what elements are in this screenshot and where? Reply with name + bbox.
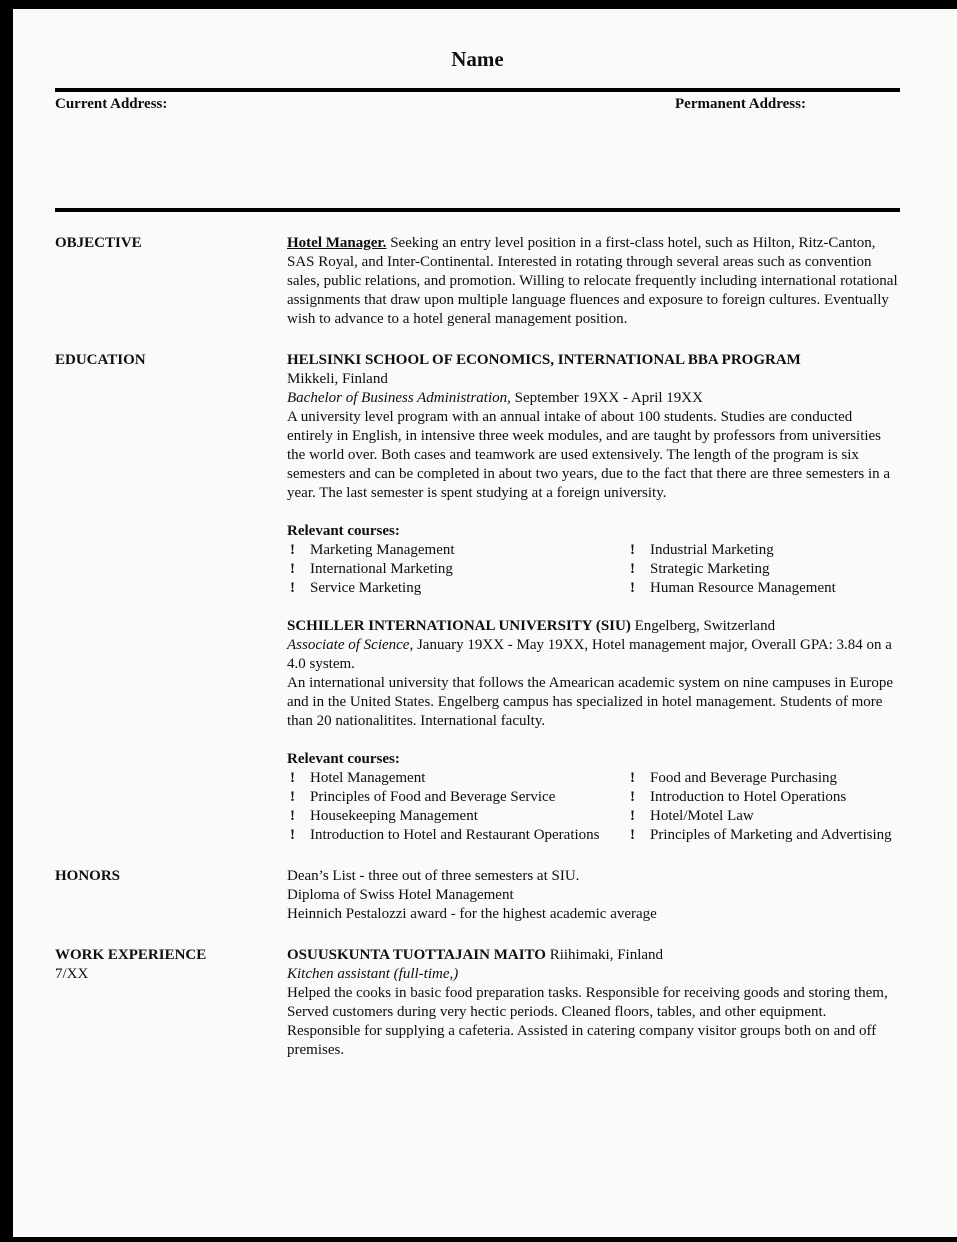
section-objective [55, 234, 900, 329]
page-title: Name [451, 47, 504, 71]
course-label: Principles of Marketing and Advertising [650, 827, 892, 843]
course-bullet: ! [290, 808, 295, 824]
honors-item: Diploma of Swiss Hotel Management [287, 887, 514, 903]
course-label: Marketing Management [310, 542, 455, 558]
course-item [287, 541, 627, 560]
honors-item: Heinnich Pestalozzi award - for the highest academic average [287, 906, 657, 922]
course-label: Service Marketing [310, 580, 422, 596]
course-label: Human Resource Management [650, 580, 836, 596]
course-bullet: ! [630, 542, 635, 558]
school2-courses-col2 [627, 769, 900, 845]
course-bullet: ! [630, 770, 635, 786]
course-label: Housekeeping Management [310, 808, 478, 824]
course-bullet: ! [630, 561, 635, 577]
permanent-address-label: Permanent Address: [675, 96, 806, 112]
work-employer-line [287, 946, 900, 965]
objective-lead: Hotel Manager. [287, 235, 387, 251]
scan-edge-bottom [0, 1237, 957, 1242]
course-item [287, 769, 627, 788]
education-heading: EDUCATION [55, 352, 146, 368]
school1-location: Mikkeli, Finland [287, 371, 388, 387]
work-employer-location: Riihimaki, Finland [545, 947, 664, 963]
section-work-experience [55, 946, 900, 1060]
work-description: Helped the cooks in basic food preparation tasks. Responsible for receiving goods and storing them, Served customers during very hectic periods. Cleaned floors, tables, and other equipment. Responsible for supplying a cafeteria. Assisted in catering company visitor groups both on and off premises. [287, 985, 888, 1058]
work-date: 7/XX [55, 966, 89, 982]
course-label: Food and Beverage Purchasing [650, 770, 838, 786]
current-address-label: Current Address: [55, 96, 168, 112]
school2-relevant-courses-label: Relevant courses: [287, 751, 400, 767]
school2-location: Engelberg, Switzerland [630, 618, 776, 634]
course-label: Hotel/Motel Law [650, 808, 754, 824]
course-label: Introduction to Hotel and Restaurant Operations [310, 827, 600, 843]
school2-degree-line [287, 636, 900, 674]
scan-edge-left [0, 0, 13, 1242]
section-honors [55, 867, 900, 924]
school2-description: An international university that follows the Amearican academic system on nine campuses in Europe and in the United States. Engelberg campus has specialized in hotel management. Students of more than 20 nationalitites. International faculty. [287, 675, 894, 729]
honors-body [287, 867, 900, 924]
work-heading: WORK EXPERIENCE [55, 947, 207, 963]
school1-courses-col2 [627, 541, 900, 598]
honors-heading: HONORS [55, 868, 121, 884]
school2-degree-dates: January 19XX - May 19XX, Hotel management major, Overall GPA: 3.84 on a 4.0 system. [287, 637, 892, 672]
work-employer: OSUUSKUNTA TUOTTAJAIN MAITO [287, 947, 546, 963]
course-label: Strategic Marketing [650, 561, 770, 577]
course-item [627, 579, 900, 598]
course-label: Introduction to Hotel Operations [650, 789, 847, 805]
course-item [627, 541, 900, 560]
course-item [287, 560, 627, 579]
school2-name: SCHILLER INTERNATIONAL UNIVERSITY (SIU) [287, 618, 631, 634]
course-bullet: ! [290, 770, 295, 786]
course-label: International Marketing [310, 561, 453, 577]
course-bullet: ! [630, 808, 635, 824]
course-item [287, 807, 627, 826]
course-label: Industrial Marketing [650, 542, 774, 558]
course-bullet: ! [290, 542, 295, 558]
education-body [287, 351, 900, 845]
course-item [627, 560, 900, 579]
course-item [627, 769, 900, 788]
school1-degree: Bachelor of Business Administration, [287, 390, 511, 406]
school1-courses-col1 [287, 541, 627, 598]
horizontal-rule-top [55, 88, 900, 92]
school1-degree-line [287, 389, 900, 408]
course-item [627, 807, 900, 826]
work-role: Kitchen assistant (full-time,) [287, 966, 459, 982]
school2-name-line [287, 617, 900, 636]
school2-courses [287, 769, 900, 845]
page-content [55, 0, 900, 1060]
course-bullet: ! [630, 789, 635, 805]
course-item [627, 788, 900, 807]
course-bullet: ! [630, 580, 635, 596]
school1-courses [287, 541, 900, 598]
course-item [287, 826, 627, 845]
course-item [627, 826, 900, 845]
course-item [287, 788, 627, 807]
school1-degree-dates: September 19XX - April 19XX [510, 390, 703, 406]
course-bullet: ! [290, 789, 295, 805]
work-body [287, 946, 900, 1060]
course-bullet: ! [630, 827, 635, 843]
course-item [287, 579, 627, 598]
objective-heading: OBJECTIVE [55, 235, 142, 251]
work-label-column [55, 946, 287, 1060]
course-label: Hotel Management [310, 770, 426, 786]
school2-courses-col1 [287, 769, 627, 845]
objective-body [287, 234, 900, 329]
course-bullet: ! [290, 827, 295, 843]
objective-text: Seeking an entry level position in a first-class hotel, such as Hilton, Ritz-Canton, SAS Royal, and Inter-Continental. Interested in rotating through several areas such as convention sales, public relations, and promotion. Willing to relocate frequently including international rotational assignments that draw upon multiple language fluences and exposure to foreign cultures. Eventually wish to advance to a hotel general management position. [287, 235, 898, 327]
address-row [55, 96, 900, 116]
school1-name: HELSINKI SCHOOL OF ECONOMICS, INTERNATIONAL BBA PROGRAM [287, 352, 801, 368]
honors-item: Dean’s List - three out of three semesters at SIU. [287, 868, 580, 884]
section-education [55, 351, 900, 845]
course-bullet: ! [290, 580, 295, 596]
horizontal-rule-sections [55, 208, 900, 212]
school1-relevant-courses-label: Relevant courses: [287, 523, 400, 539]
school1-description: A university level program with an annual intake of about 100 students. Studies are conducted entirely in English, in intensive three week modules, and are taught by professors from universities the world over. Both cases and teamwork are used extensively. The length of the program is six semesters and can be completed in about two years, due to the fact that there are three semesters in a year. The last semester is spent studying at a foreign university. [287, 409, 891, 501]
course-label: Principles of Food and Beverage Service [310, 789, 556, 805]
course-bullet: ! [290, 561, 295, 577]
objective-paragraph [287, 234, 900, 329]
school2-degree: Associate of Science, [287, 637, 414, 653]
